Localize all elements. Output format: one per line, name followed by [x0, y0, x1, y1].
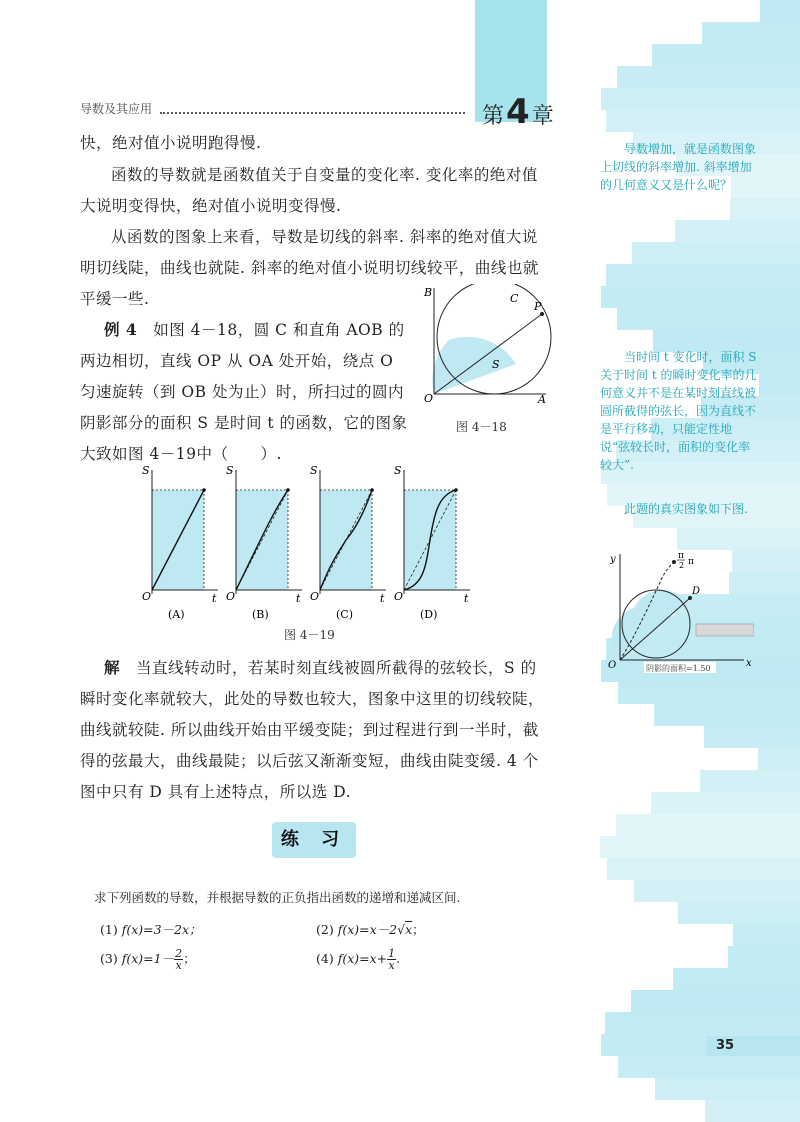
- panel-b: [226, 464, 302, 621]
- panel-endpoint: [454, 488, 458, 492]
- panel-c: [310, 464, 386, 621]
- axis-label-s: S: [142, 464, 150, 477]
- band-stripe: [677, 528, 800, 550]
- panel-label: (C): [336, 608, 353, 621]
- solution-text: 当直线转动时，若某时刻直线被圆所截得的弦较长，S 的瞬时变化率就较大，此处的导数也较大，图象中这里的切线较陡，曲线就较陡. 所以曲线开始由平缓变陡；到过程进行到一半时，截得的弦最大，曲线最陡；以后弦又渐渐变短，曲线由陡变缓. 4 个图中只有 D 具有上述特点，所以选 D.: [80, 659, 545, 801]
- band-stripe: [616, 814, 800, 836]
- label-p: P: [534, 300, 542, 313]
- label-o: O: [424, 392, 434, 404]
- solution-label: 解: [104, 658, 121, 677]
- panel-endpoint: [202, 488, 206, 492]
- band-stripe: [705, 1100, 800, 1122]
- chapter-label: 第4章: [482, 92, 554, 132]
- axis-label-t: t: [464, 592, 469, 605]
- page-number-tab: [706, 1036, 800, 1056]
- band-stripe: [655, 1078, 800, 1100]
- band-stripe: [618, 1056, 800, 1078]
- label-a: A: [538, 393, 546, 404]
- panel-label: (B): [252, 608, 269, 621]
- band-stripe: [728, 946, 800, 968]
- example-4: [80, 314, 410, 470]
- exercise-title: 练 习: [272, 822, 356, 858]
- band-stripe: [673, 968, 800, 990]
- band-stripe: [632, 242, 800, 264]
- panel-label: (D): [420, 608, 438, 621]
- example-label: 例 4: [104, 320, 138, 339]
- band-stripe: [733, 924, 800, 946]
- band-stripe: [634, 880, 800, 902]
- band-stripe: [758, 748, 800, 770]
- band-stripe: [606, 110, 800, 132]
- band-stripe: [601, 286, 800, 308]
- band-stripe: [760, 0, 800, 22]
- exercise-item-3: (3) f(x)=1－ $\frac{2}{x}$ ；: [100, 947, 196, 972]
- page-number: 35: [716, 1038, 735, 1053]
- side-label-d: D: [692, 586, 701, 597]
- panel-d: [394, 464, 470, 621]
- caption-4-18: 图 4－18: [456, 420, 507, 434]
- panel-label: (A): [168, 608, 185, 621]
- header-dots: [160, 112, 465, 114]
- figure-4-18: [418, 284, 553, 404]
- example-text: 如图 4－18，圆 C 和直角 AOB 的两边相切，直线 OP 从 OA 处开始，绕点 O 匀速旋转（到 OB 处为止）时，所扫过的圆内阴影部分的面积 S 是时间 t 的函数，它的图象大致如图 4－19中（ ）.: [80, 321, 408, 463]
- caption-4-19: 图 4－19: [284, 628, 335, 642]
- band-stripe: [606, 264, 800, 286]
- band-stripe: [702, 22, 800, 44]
- origin-label: O: [394, 590, 404, 603]
- band-stripe: [700, 770, 800, 792]
- band-stripe: [617, 308, 800, 330]
- label-s: S: [492, 358, 500, 371]
- band-stripe: [730, 198, 800, 220]
- exercise-instruction: 求下列函数的导数，并根据导数的正负指出函数的递增和递减区间.: [94, 890, 461, 905]
- sidebar-note-1: 导数增加，就是函数图象上切线的斜率增加. 斜率增加的几何意义又是什么呢？: [600, 142, 757, 192]
- axis-label-t: t: [296, 592, 301, 605]
- side-label-x: x: [746, 658, 752, 669]
- label-c: C: [510, 292, 519, 305]
- axis-label-s: S: [226, 464, 234, 477]
- band-stripe: [678, 902, 800, 924]
- origin-label: O: [226, 590, 236, 603]
- figure-4-19: [142, 462, 487, 626]
- axis-label-s: S: [310, 464, 318, 477]
- panel-endpoint: [286, 488, 290, 492]
- origin-label: O: [310, 590, 320, 603]
- band-stripe: [652, 44, 800, 66]
- side-point-y: π: [688, 557, 694, 567]
- band-stripe: [651, 792, 800, 814]
- band-stripe: [600, 836, 800, 858]
- running-title: 导数及其应用: [80, 102, 153, 116]
- band-stripe: [605, 1012, 800, 1034]
- band-stripe: [607, 858, 800, 880]
- paragraph-1: 快，绝对值小说明跑得慢.: [80, 134, 262, 152]
- panel-endpoint: [370, 488, 374, 492]
- axis-label-t: t: [380, 592, 385, 605]
- exercise-item-2: (2) f(x)=x－2√x；: [316, 922, 425, 937]
- band-stripe: [759, 374, 800, 396]
- band-stripe: [675, 220, 800, 242]
- solution: [80, 652, 550, 808]
- band-stripe: [601, 88, 800, 110]
- side-point-den: 2: [679, 561, 685, 570]
- band-stripe: [631, 990, 800, 1012]
- sidebar-note-3: 此题的真实图象如下图.: [624, 502, 748, 516]
- paragraph-2: 函数的导数就是函数值关于自变量的变化率. 变化率的绝对值大说明变得快，绝对值小说明变得慢.: [80, 166, 538, 215]
- band-stripe: [704, 726, 800, 748]
- side-label-y: y: [610, 554, 616, 565]
- band-stripe: [617, 66, 800, 88]
- band-stripe: [654, 704, 800, 726]
- paragraph-3: 从函数的图象上来看，导数是切线的斜率. 斜率的绝对值大说明切线陡，曲线也就陡. 斜率的绝对值小说明切线较平，曲线也就平缓一些.: [80, 228, 539, 308]
- panel-a: [142, 464, 218, 621]
- label-b: B: [424, 286, 433, 299]
- axis-label-s: S: [394, 464, 402, 477]
- exercise-item-1: (1) f(x)=3－2x；: [100, 922, 202, 937]
- side-label-o: O: [608, 660, 617, 671]
- side-reading: 阴影的面积=1.50: [646, 664, 711, 673]
- sidebar-figure: [604, 548, 754, 674]
- exercise-item-4: (4) f(x)=x+ $\frac{1}{x}$ .: [316, 947, 401, 972]
- side-point-num: π: [678, 551, 684, 561]
- sidebar-note-2: 当时间 t 变化时，面积 S 关于时间 t 的瞬时变化率的几何意义并不是在某时刻直线被圆所截得的弦长，因为直线不是平行移动，只能定性地说“弦较长时，面积的变化率较大”.: [600, 350, 757, 472]
- band-stripe: [618, 682, 800, 704]
- axis-label-t: t: [212, 592, 217, 605]
- origin-label: O: [142, 590, 152, 603]
